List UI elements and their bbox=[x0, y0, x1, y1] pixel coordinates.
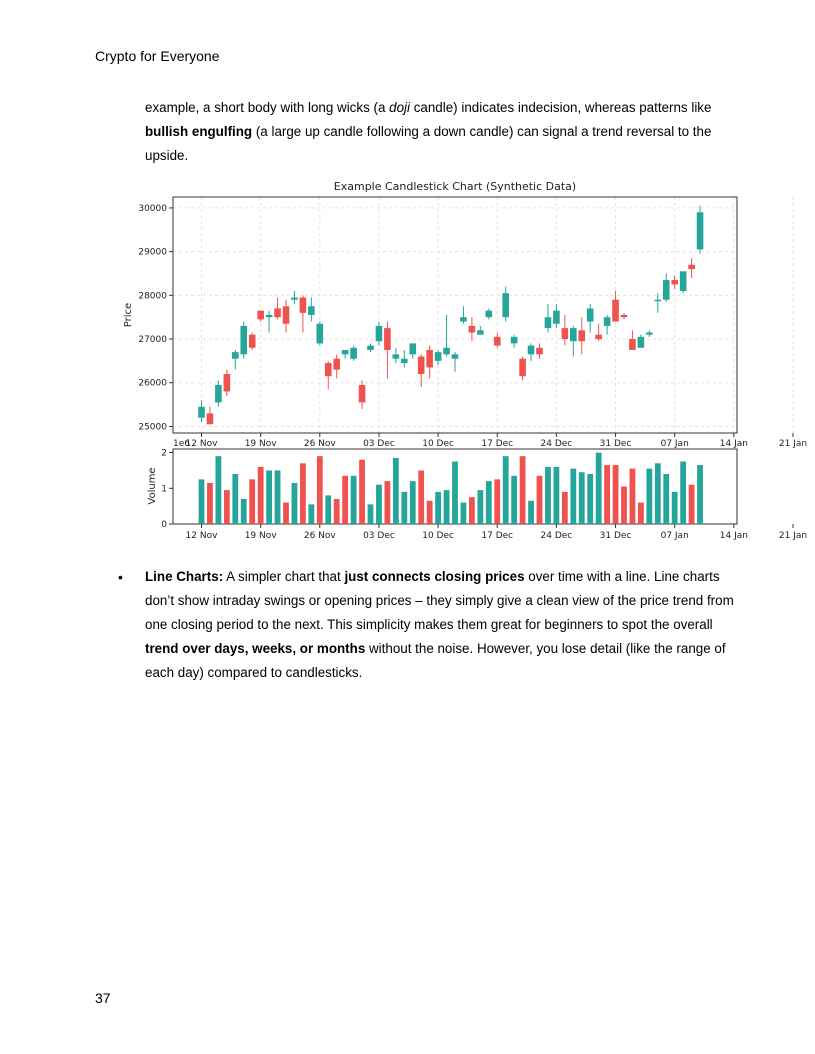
candle-body bbox=[198, 407, 205, 418]
volume-bar bbox=[232, 474, 238, 524]
volume-bar bbox=[689, 485, 695, 524]
volume-bar bbox=[638, 503, 644, 524]
candle-body bbox=[536, 348, 543, 355]
volume-bar bbox=[241, 499, 247, 524]
candlestick-figure bbox=[113, 178, 808, 548]
volume-bars-group bbox=[199, 453, 703, 524]
text-run: without the noise. However, you lose detail (like the range of each day) compared to candlesticks. bbox=[145, 641, 726, 680]
candle-body bbox=[291, 298, 298, 300]
candle-body bbox=[460, 317, 467, 321]
volume-bar bbox=[486, 481, 492, 524]
volume-x-tick-label: 12 Nov bbox=[185, 531, 218, 541]
candle-body bbox=[511, 337, 518, 344]
volume-bar bbox=[587, 474, 593, 524]
volume-bar bbox=[613, 465, 619, 524]
intro-paragraph bbox=[145, 96, 735, 168]
candle-body bbox=[486, 311, 493, 318]
candle-body bbox=[325, 363, 332, 376]
candles-group bbox=[198, 206, 703, 425]
volume-bar bbox=[477, 490, 483, 524]
volume-bar bbox=[562, 492, 568, 524]
volume-bar bbox=[418, 470, 424, 524]
candle-body bbox=[215, 385, 222, 402]
volume-bar bbox=[503, 456, 509, 524]
volume-bar bbox=[604, 465, 610, 524]
volume-bar bbox=[621, 487, 627, 525]
candle-body bbox=[333, 359, 340, 370]
volume-bar bbox=[207, 483, 213, 524]
candle-body bbox=[452, 354, 459, 358]
offset-label: 1e6 bbox=[173, 439, 190, 449]
candle-body bbox=[308, 306, 315, 315]
volume-bar bbox=[545, 467, 551, 524]
price-x-tick-label: 12 Nov bbox=[185, 439, 218, 449]
volume-bar bbox=[292, 483, 298, 524]
price-y-tick-label: 27000 bbox=[138, 335, 167, 346]
price-x-tick-label: 21 Jan bbox=[778, 439, 808, 449]
candle-body bbox=[283, 306, 290, 323]
candle-body bbox=[680, 271, 687, 291]
volume-bar bbox=[461, 503, 467, 524]
price-x-tick-label: 14 Jan bbox=[719, 439, 748, 449]
candle-body bbox=[477, 330, 484, 334]
candle-body bbox=[443, 348, 450, 355]
price-x-ticks bbox=[186, 433, 815, 449]
volume-x-tick-label: 26 Nov bbox=[303, 531, 336, 541]
candle-body bbox=[578, 330, 585, 341]
candle-body bbox=[207, 413, 214, 424]
candle-body bbox=[232, 352, 239, 359]
text-run: example, a short body with long wicks (a bbox=[145, 100, 390, 115]
bullet-dot-icon: • bbox=[118, 569, 123, 585]
volume-bar bbox=[537, 476, 543, 524]
volume-y-tick-label: 0 bbox=[161, 520, 167, 530]
candle-body bbox=[435, 352, 442, 361]
volume-bar bbox=[224, 490, 230, 524]
volume-bar bbox=[359, 460, 365, 524]
volume-bar bbox=[697, 465, 703, 524]
volume-bar bbox=[444, 490, 450, 524]
price-x-tick-label: 31 Dec bbox=[599, 439, 632, 449]
volume-bar bbox=[410, 481, 416, 524]
line-charts-bullet bbox=[118, 565, 738, 685]
candle-body bbox=[629, 339, 636, 350]
candle-body bbox=[587, 308, 594, 321]
candle-body bbox=[502, 293, 509, 317]
price-y-label: Price bbox=[123, 302, 134, 328]
candle-body bbox=[519, 359, 526, 376]
text-run: (a large up candle following a down candle) can signal a trend reversal to the upside. bbox=[145, 124, 712, 163]
bold-phrase: trend over days, weeks, or months bbox=[145, 641, 366, 656]
volume-x-tick-label: 10 Dec bbox=[422, 531, 454, 541]
volume-bar bbox=[680, 462, 686, 525]
volume-bar bbox=[368, 504, 374, 524]
text-run: A simpler chart that bbox=[223, 569, 345, 584]
volume-bar bbox=[427, 501, 433, 524]
candle-body bbox=[697, 212, 704, 249]
candle-body bbox=[494, 337, 501, 346]
candle-body bbox=[393, 354, 400, 358]
volume-bar bbox=[308, 504, 314, 524]
volume-bar bbox=[342, 476, 348, 524]
volume-bar bbox=[663, 474, 669, 524]
volume-bar bbox=[469, 497, 475, 524]
price-y-ticks bbox=[138, 204, 173, 433]
candle-body bbox=[545, 317, 552, 328]
price-y-tick-label: 28000 bbox=[138, 291, 167, 302]
candle-body bbox=[418, 357, 425, 374]
candle-body bbox=[638, 337, 645, 348]
candle-body bbox=[240, 326, 247, 354]
candle-body bbox=[342, 350, 349, 354]
volume-bar bbox=[334, 499, 340, 524]
candle-body bbox=[257, 311, 264, 320]
candle-body bbox=[317, 324, 324, 344]
volume-bar bbox=[283, 503, 289, 524]
candle-body bbox=[409, 343, 416, 354]
candle-body bbox=[426, 350, 433, 367]
price-x-tick-label: 17 Dec bbox=[481, 439, 514, 449]
candle-body bbox=[595, 335, 602, 339]
candle-body bbox=[359, 385, 366, 402]
price-y-tick-label: 25000 bbox=[138, 422, 167, 433]
price-y-tick-label: 30000 bbox=[138, 203, 167, 214]
price-x-tick-label: 26 Nov bbox=[303, 439, 336, 449]
text-run: over time with a line. Line charts don’t show intraday swings or opening prices – they simply give a clean view of the price trend from one closing period to the next. This simplicity makes them great for beginners to spot the overall bbox=[145, 569, 734, 632]
volume-y-tick-label: 2 bbox=[161, 448, 167, 459]
volume-bar bbox=[376, 485, 382, 524]
volume-x-tick-label: 21 Jan bbox=[778, 531, 808, 541]
volume-x-tick-label: 19 Nov bbox=[244, 531, 277, 541]
chart-title: Example Candlestick Chart (Synthetic Data) bbox=[333, 180, 577, 193]
candle-body bbox=[350, 348, 357, 359]
candle-body bbox=[300, 298, 307, 313]
price-x-tick-label: 24 Dec bbox=[540, 439, 573, 449]
volume-bar bbox=[554, 467, 560, 524]
bullet-text bbox=[145, 565, 738, 685]
candle-body bbox=[562, 328, 569, 339]
text-run: candle) indicates indecision, whereas patterns like bbox=[409, 100, 712, 115]
page-number: 37 bbox=[95, 990, 111, 1006]
bullet-label: Line Charts: bbox=[145, 569, 224, 584]
volume-bar bbox=[393, 458, 399, 524]
volume-bar bbox=[452, 462, 458, 525]
volume-bar bbox=[528, 501, 534, 524]
candle-body bbox=[671, 280, 678, 284]
volume-x-tick-label: 03 Dec bbox=[363, 531, 395, 541]
candle-body bbox=[570, 328, 577, 341]
volume-bar bbox=[570, 469, 576, 524]
volume-bar bbox=[317, 456, 323, 524]
volume-bar bbox=[630, 469, 636, 524]
volume-x-tick-label: 31 Dec bbox=[599, 531, 632, 541]
bold-phrase: just connects closing prices bbox=[344, 569, 525, 584]
volume-bar bbox=[494, 479, 500, 524]
volume-bar bbox=[401, 492, 407, 524]
volume-bar bbox=[672, 492, 678, 524]
price-y-tick-label: 29000 bbox=[138, 247, 167, 258]
volume-bar bbox=[655, 463, 661, 524]
candle-body bbox=[528, 346, 535, 355]
candle-body bbox=[469, 326, 476, 333]
volume-y-tick-label: 1 bbox=[161, 484, 167, 495]
chart-svg bbox=[113, 178, 808, 548]
volume-y-ticks bbox=[161, 449, 173, 530]
candle-body bbox=[274, 308, 281, 317]
candle-body bbox=[621, 315, 628, 317]
volume-bar bbox=[646, 469, 652, 524]
volume-bar bbox=[511, 476, 517, 524]
volume-bar bbox=[579, 472, 585, 524]
volume-bar bbox=[351, 476, 357, 524]
candle-body bbox=[663, 280, 670, 300]
price-x-tick-label: 10 Dec bbox=[422, 439, 454, 449]
candle-body bbox=[266, 315, 273, 317]
candle-body bbox=[367, 346, 374, 350]
volume-bar bbox=[266, 470, 272, 524]
volume-bar bbox=[216, 456, 222, 524]
candle-body bbox=[604, 317, 611, 326]
volume-x-tick-label: 17 Dec bbox=[481, 531, 514, 541]
price-x-tick-label: 19 Nov bbox=[244, 439, 277, 449]
volume-x-tick-label: 24 Dec bbox=[540, 531, 573, 541]
candle-body bbox=[224, 374, 231, 391]
volume-x-ticks bbox=[186, 524, 815, 541]
bullish-engulfing-term: bullish engulfing bbox=[145, 124, 253, 139]
candle-body bbox=[401, 359, 408, 363]
volume-bar bbox=[249, 479, 255, 524]
volume-bar bbox=[300, 463, 306, 524]
price-y-tick-label: 26000 bbox=[138, 378, 167, 389]
price-x-tick-label: 07 Jan bbox=[660, 439, 689, 449]
volume-bar bbox=[596, 453, 602, 524]
volume-bar bbox=[258, 467, 264, 524]
volume-bar bbox=[325, 495, 331, 524]
candle-body bbox=[688, 265, 695, 269]
volume-x-tick-label: 14 Jan bbox=[719, 531, 748, 541]
candle-body bbox=[553, 311, 560, 324]
candle-body bbox=[249, 335, 256, 348]
volume-y-label: Volume bbox=[147, 467, 158, 505]
candle-body bbox=[646, 332, 653, 334]
volume-bar bbox=[199, 479, 205, 524]
volume-x-tick-label: 07 Jan bbox=[660, 531, 689, 541]
volume-bar bbox=[275, 470, 281, 524]
volume-bar bbox=[385, 481, 391, 524]
doji-term: doji bbox=[389, 100, 410, 115]
volume-bar bbox=[520, 456, 526, 524]
volume-bar bbox=[435, 492, 441, 524]
candle-body bbox=[612, 300, 619, 322]
candle-body bbox=[655, 300, 662, 302]
price-x-tick-label: 03 Dec bbox=[363, 439, 395, 449]
candle-body bbox=[376, 326, 383, 341]
candle-body bbox=[384, 328, 391, 350]
running-header: Crypto for Everyone bbox=[95, 48, 220, 64]
